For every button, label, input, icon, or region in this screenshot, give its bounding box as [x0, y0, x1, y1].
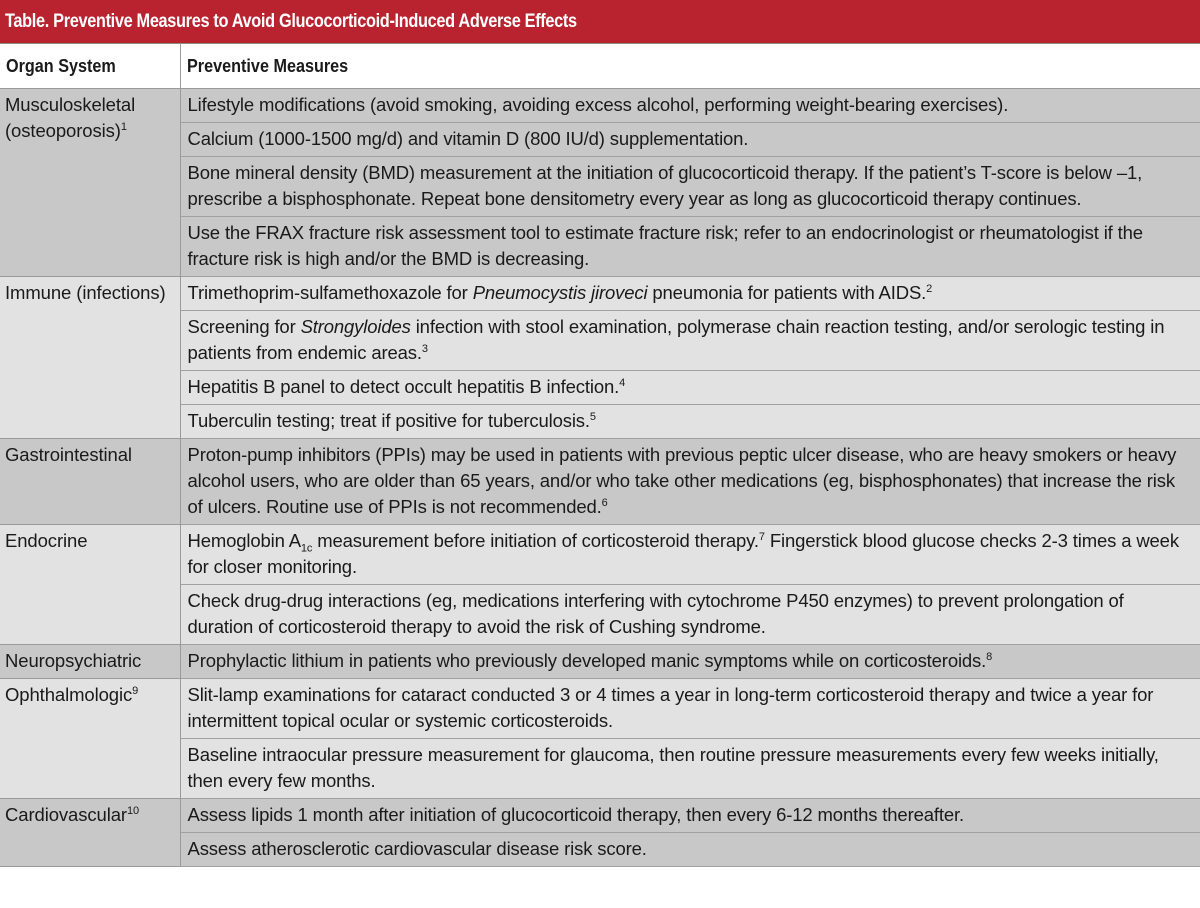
preventive-measure-cell: [180, 679, 1200, 739]
table-row: [0, 123, 1200, 157]
preventive-measure-cell: [180, 217, 1200, 277]
reference-number: 5: [589, 411, 596, 423]
organ-system-label: Gastrointestinal: [5, 444, 132, 465]
reference-number: 8: [986, 651, 993, 663]
measure-text: infection with stool examination, polymerase chain reaction testing, and/or serologic testing in patients from endemic areas.: [187, 316, 1165, 363]
organ-system-cell: [0, 799, 180, 867]
table-row: [0, 217, 1200, 277]
table-row: [0, 157, 1200, 217]
measure-text: Fingerstick blood glucose checks 2-3 times a week for closer monitoring.: [187, 530, 1179, 577]
organ-system-label: Musculoskeletal (osteoporosis): [5, 94, 136, 141]
organ-system-cell: [0, 645, 180, 679]
table-row: [0, 89, 1200, 123]
measure-text: Check drug-drug interactions (eg, medications interfering with cytochrome P450 enzymes) to prevent prolongation of duration of corticosteroid therapy to avoid the risk of Cushing syndrome.: [187, 590, 1124, 637]
preventive-measure-cell: [180, 439, 1200, 525]
measure-text: Trimethoprim-sulfamethoxazole for: [187, 282, 473, 303]
measure-text: Assess atherosclerotic cardiovascular disease risk score.: [187, 838, 647, 859]
organ-system-label: Neuropsychiatric: [5, 650, 142, 671]
measure-text: Baseline intraocular pressure measurement for glaucoma, then routine pressure measurements every few weeks initially, then every few months.: [187, 744, 1159, 791]
organ-system-label: Endocrine: [5, 530, 88, 551]
organ-system-label: Cardiovascular: [5, 804, 127, 825]
organ-system-cell: [0, 525, 180, 645]
header-organ-system: Organ System: [0, 44, 180, 89]
header-preventive-measures: Preventive Measures: [180, 44, 1200, 89]
measure-text: Proton-pump inhibitors (PPIs) may be used in patients with previous peptic ulcer disease, who are heavy smokers or heavy alcohol users, who are older than 65 years, and/or who take other medications (eg, bisphosphonates) that increase the risk of ulcers. Routine use of PPIs is not recommended.: [187, 444, 1177, 517]
organ-system-cell: [0, 277, 180, 439]
measure-text: Use the FRAX fracture risk assessment tool to estimate fracture risk; refer to an endocrinologist or rheumatologist if the fracture risk is high and/or the BMD is decreasing.: [187, 222, 1143, 269]
reference-number: 9: [132, 685, 139, 697]
measure-text: Hepatitis B panel to detect occult hepatitis B infection.: [187, 376, 620, 397]
preventive-measures-table: [0, 43, 1200, 867]
measure-text: Assess lipids 1 month after initiation of glucocorticoid therapy, then every 6-12 months thereafter.: [187, 804, 964, 825]
table-row: [0, 277, 1200, 311]
preventive-measure-cell: [180, 585, 1200, 645]
organ-system-label: Ophthalmologic: [5, 684, 133, 705]
preventive-measure-cell: [180, 157, 1200, 217]
table-row: [0, 439, 1200, 525]
measure-subscript: 1c: [300, 542, 313, 555]
table-row: [0, 645, 1200, 679]
measure-italic-term: Strongyloides: [300, 316, 411, 337]
preventive-measure-cell: [180, 123, 1200, 157]
measure-text: Tuberculin testing; treat if positive for tuberculosis.: [187, 410, 590, 431]
table-row: [0, 371, 1200, 405]
measure-text: Slit-lamp examinations for cataract conducted 3 or 4 times a year in long-term corticosteroid therapy and twice a year for intermittent topical ocular or systemic corticosteroids.: [187, 684, 1154, 731]
measure-text: Screening for: [187, 316, 301, 337]
reference-number: 7: [758, 531, 765, 543]
preventive-measure-cell: [180, 645, 1200, 679]
organ-system-label: Immune (infections): [5, 282, 166, 303]
preventive-measure-cell: [180, 799, 1200, 833]
preventive-measure-cell: [180, 833, 1200, 867]
measure-italic-term: Pneumocystis jiroveci: [472, 282, 648, 303]
reference-number: 6: [601, 497, 608, 509]
table-row: [0, 585, 1200, 645]
reference-number: 1: [120, 121, 127, 133]
preventive-measure-cell: [180, 89, 1200, 123]
preventive-measure-cell: [180, 739, 1200, 799]
organ-system-cell: [0, 89, 180, 277]
table-row: [0, 739, 1200, 799]
table-row: [0, 525, 1200, 585]
reference-number: 4: [619, 377, 626, 389]
measure-text: Hemoglobin A: [187, 530, 301, 551]
preventive-measure-cell: [180, 311, 1200, 371]
table-row: [0, 833, 1200, 867]
preventive-measure-cell: [180, 371, 1200, 405]
measure-text: Lifestyle modifications (avoid smoking, avoiding excess alcohol, performing weight-bearing exercises).: [187, 94, 1009, 115]
table-row: [0, 405, 1200, 439]
measure-text: Bone mineral density (BMD) measurement at the initiation of glucocorticoid therapy. If the patient’s T-score is below –1, prescribe a bisphosphonate. Repeat bone densitometry every year as long as glucocorticoid therapy continues.: [187, 162, 1143, 209]
preventive-measure-cell: [180, 277, 1200, 311]
preventive-measure-cell: [180, 525, 1200, 585]
reference-number: 2: [926, 283, 933, 295]
organ-system-cell: [0, 679, 180, 799]
table-row: [0, 311, 1200, 371]
measure-text: pneumonia for patients with AIDS.: [647, 282, 927, 303]
measure-text: Calcium (1000-1500 mg/d) and vitamin D (800 IU/d) supplementation.: [187, 128, 749, 149]
table-row: [0, 799, 1200, 833]
preventive-measure-cell: [180, 405, 1200, 439]
reference-number: 10: [127, 805, 140, 817]
reference-number: 3: [421, 343, 428, 355]
table-title: Table. Preventive Measures to Avoid Glucocorticoid-Induced Adverse Effects: [0, 0, 1200, 43]
measure-text: measurement before initiation of corticosteroid therapy.: [312, 530, 759, 551]
table-row: [0, 679, 1200, 739]
measure-text: Prophylactic lithium in patients who previously developed manic symptoms while on corticosteroids.: [187, 650, 987, 671]
header-row: [0, 44, 1200, 89]
organ-system-cell: [0, 439, 180, 525]
